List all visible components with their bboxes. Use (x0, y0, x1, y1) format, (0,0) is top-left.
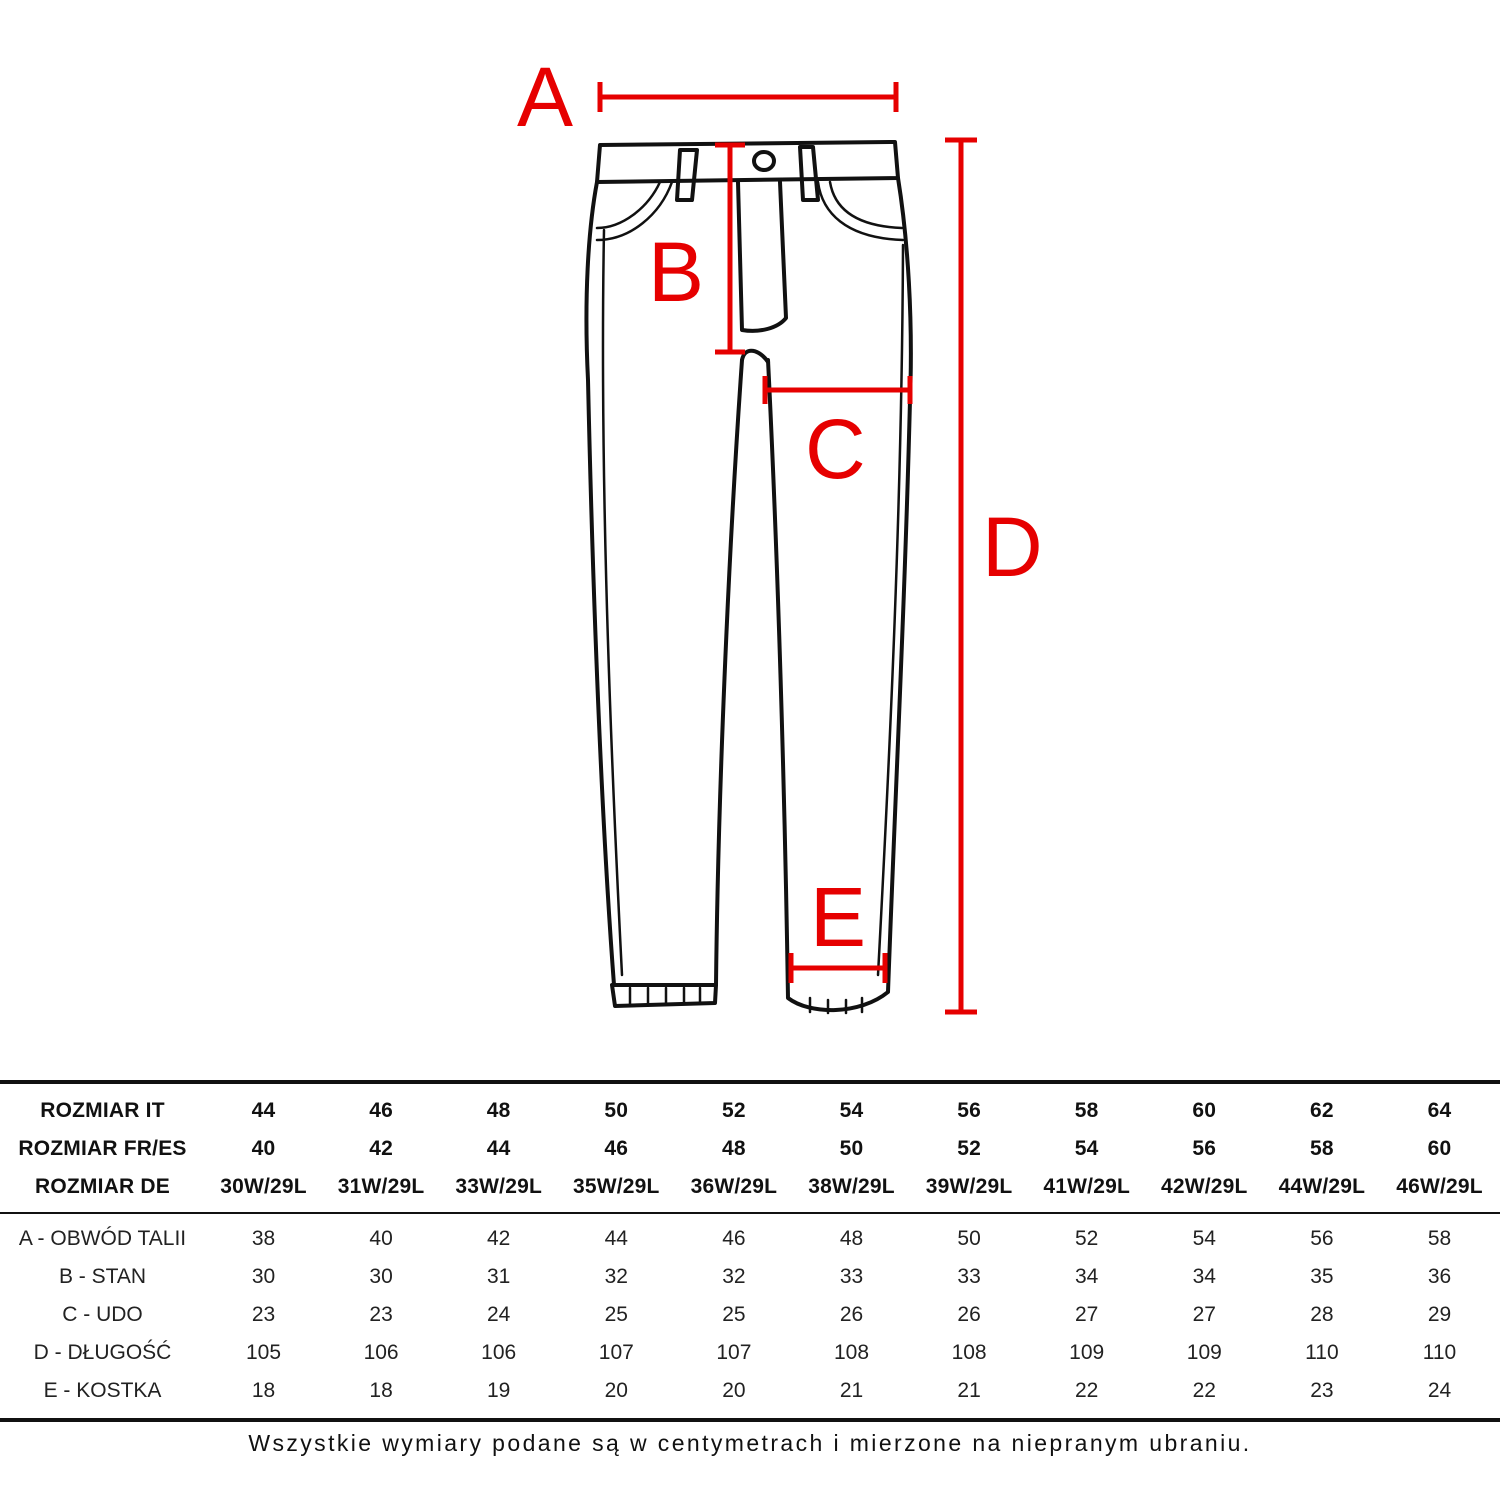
row-label: E - KOSTKA (43, 1379, 162, 1402)
table-cell: 36 (1427, 1265, 1452, 1288)
table-cell: 106 (481, 1341, 517, 1364)
table-cell: 108 (833, 1341, 870, 1364)
table-cell: 58 (1310, 1137, 1334, 1160)
table-cell: 24 (487, 1303, 511, 1326)
table-cell: 27 (1192, 1303, 1216, 1326)
row-label: B - STAN (58, 1265, 147, 1288)
table-cell: 50 (604, 1099, 629, 1122)
table-cell: 30W/29L (220, 1175, 307, 1198)
size-table (0, 1080, 1500, 1422)
table-cell: 31W/29L (337, 1175, 425, 1198)
row-label: D - DŁUGOŚĆ (33, 1341, 172, 1364)
pocket-left-stitch (597, 182, 660, 228)
table-divider (0, 1212, 1500, 1214)
table-cell: 19 (487, 1379, 511, 1402)
table-cell: 40 (251, 1137, 276, 1160)
table-cell: 22 (1075, 1379, 1099, 1402)
table-cell: 44W/29L (1278, 1175, 1366, 1198)
row-label: ROZMIAR FR/ES (18, 1137, 187, 1160)
table-cell: 46 (369, 1099, 393, 1122)
row-cells (205, 1372, 1500, 1410)
footnote: Wszystkie wymiary podane są w centymetrach i mierzone na niepranym ubraniu. (248, 1430, 1252, 1456)
table-cell: 35W/29L (572, 1175, 660, 1198)
button (754, 152, 774, 170)
measure-label-c: C (805, 402, 866, 496)
table-row (0, 1168, 1500, 1206)
table-cell: 108 (951, 1341, 987, 1364)
fly (738, 182, 786, 331)
table-cell: 56 (1192, 1137, 1217, 1160)
table-cell: 110 (1422, 1341, 1457, 1364)
table-cell: 106 (363, 1341, 399, 1364)
table-cell: 58 (1074, 1099, 1099, 1122)
table-cell: 34 (1075, 1265, 1099, 1288)
pocket-right (818, 182, 903, 240)
belt-loop-right (800, 147, 818, 200)
table-cell: 44 (251, 1099, 276, 1122)
table-cell: 33 (839, 1265, 864, 1288)
table-cell: 44 (604, 1227, 628, 1250)
measurement-group (0, 1220, 1500, 1418)
table-cell: 27 (1075, 1303, 1099, 1326)
table-cell: 58 (1427, 1227, 1452, 1250)
table-cell: 40 (369, 1227, 393, 1250)
measure-label-e: E (810, 870, 867, 964)
table-cell: 54 (1192, 1227, 1216, 1250)
measure-label-d: D (982, 500, 1043, 594)
table-cell: 50 (839, 1137, 864, 1160)
table-cell: 21 (957, 1379, 981, 1402)
measure-d-line (945, 140, 977, 1012)
row-cells (205, 1334, 1500, 1372)
table-cell: 18 (369, 1379, 393, 1402)
table-cell: 48 (722, 1137, 746, 1160)
row-cells (205, 1258, 1500, 1296)
table-cell: 32 (722, 1265, 746, 1288)
table-cell: 107 (598, 1341, 634, 1364)
row-cells (205, 1220, 1500, 1258)
crotch-curve (742, 351, 768, 362)
row-cells (205, 1296, 1500, 1334)
table-cell: 42 (487, 1227, 511, 1250)
left-cuff-ribs (630, 988, 700, 1004)
belt-loop-left (677, 150, 697, 200)
row-label: ROZMIAR IT (40, 1099, 165, 1122)
table-cell: 32 (604, 1265, 628, 1288)
table-cell: 46 (722, 1227, 746, 1250)
table-cell: 46 (604, 1137, 629, 1160)
table-cell: 33W/29L (455, 1175, 542, 1198)
table-cell: 25 (722, 1303, 746, 1326)
table-cell: 35 (1310, 1265, 1334, 1288)
table-cell: 54 (839, 1099, 864, 1122)
table-cell: 52 (722, 1099, 746, 1122)
table-cell: 64 (1427, 1099, 1452, 1122)
table-row (0, 1092, 1500, 1130)
table-cell: 46W/29L (1396, 1175, 1483, 1198)
table-cell: 60 (1192, 1099, 1217, 1122)
waistband (597, 142, 898, 182)
table-cell: 26 (839, 1303, 864, 1326)
table-cell: 52 (1075, 1227, 1099, 1250)
table-cell: 21 (839, 1379, 864, 1402)
table-cell: 23 (369, 1303, 393, 1326)
table-cell: 31 (487, 1265, 511, 1288)
table-cell: 62 (1310, 1099, 1334, 1122)
table-cell: 22 (1192, 1379, 1216, 1402)
table-cell: 23 (251, 1303, 276, 1326)
table-cell: 38 (251, 1227, 276, 1250)
table-row (0, 1296, 1500, 1334)
table-cell: 44 (486, 1137, 511, 1160)
table-cell: 33 (957, 1265, 981, 1288)
table-cell: 29 (1427, 1303, 1452, 1326)
table-cell: 34 (1192, 1265, 1216, 1288)
measure-c-line (765, 376, 910, 404)
table-cell: 39W/29L (925, 1175, 1013, 1198)
table-cell: 107 (716, 1341, 752, 1364)
table-cell: 56 (957, 1099, 981, 1122)
table-row (0, 1258, 1500, 1296)
table-cell: 110 (1305, 1341, 1339, 1364)
measure-label-b: B (648, 225, 705, 319)
row-label: A - OBWÓD TALII (18, 1227, 187, 1250)
table-cell: 25 (604, 1303, 628, 1326)
table-cell: 41W/29L (1043, 1175, 1130, 1198)
table-cell: 42W/29L (1160, 1175, 1248, 1198)
table-cell: 105 (245, 1341, 282, 1364)
table-cell: 109 (1186, 1341, 1222, 1364)
table-cell: 30 (369, 1265, 393, 1288)
measure-lines (600, 82, 977, 1012)
row-cells (205, 1168, 1500, 1206)
table-cell: 20 (722, 1379, 746, 1402)
table-cell: 24 (1427, 1379, 1452, 1402)
table-row (0, 1334, 1500, 1372)
table-cell: 30 (251, 1265, 276, 1288)
table-cell: 18 (251, 1379, 276, 1402)
table-cell: 48 (486, 1099, 511, 1122)
table-row (0, 1372, 1500, 1410)
table-row (0, 1130, 1500, 1168)
row-cells (205, 1130, 1500, 1168)
row-label: ROZMIAR DE (35, 1175, 170, 1198)
table-cell: 20 (604, 1379, 628, 1402)
size-header-group (0, 1084, 1500, 1212)
table-cell: 48 (839, 1227, 864, 1250)
table-cell: 60 (1427, 1137, 1452, 1160)
table-cell: 56 (1310, 1227, 1334, 1250)
table-cell: 50 (957, 1227, 981, 1250)
table-cell: 109 (1069, 1341, 1105, 1364)
table-cell: 26 (957, 1303, 981, 1326)
row-cells (205, 1092, 1500, 1130)
table-cell: 28 (1310, 1303, 1334, 1326)
table-cell: 36W/29L (690, 1175, 778, 1198)
measure-a-line (600, 82, 896, 112)
table-cell: 23 (1310, 1379, 1334, 1402)
measure-label-a: A (517, 50, 574, 144)
row-label: C - UDO (62, 1303, 143, 1326)
right-leg-seam (878, 245, 903, 975)
table-cell: 42 (369, 1137, 393, 1160)
table-cell: 54 (1074, 1137, 1099, 1160)
table-row (0, 1220, 1500, 1258)
table-cell: 52 (957, 1137, 981, 1160)
table-cell: 38W/29L (808, 1175, 895, 1198)
